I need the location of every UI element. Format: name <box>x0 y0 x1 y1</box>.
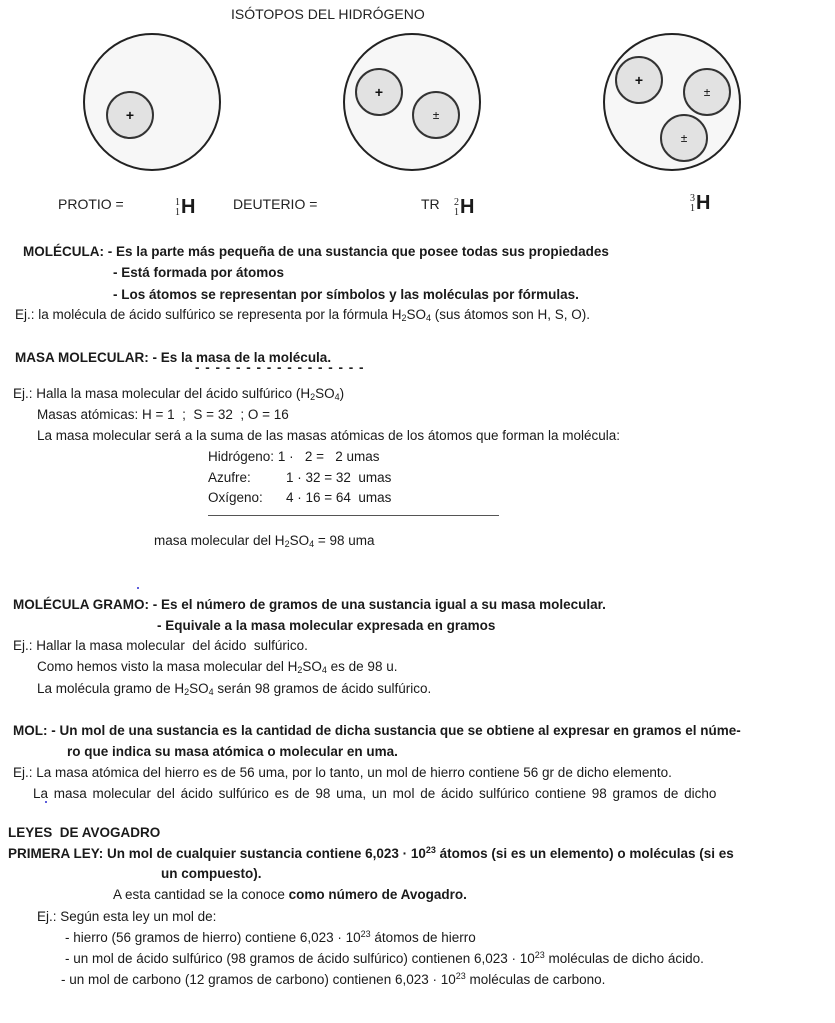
molecula-gramo-definition-1: MOLÉCULA GRAMO: - Es el número de gramos de una sustancia igual a su masa molecular. <box>13 597 606 612</box>
mol-definition-1: MOL: - Un mol de una sustancia es la cantidad de dicha sustancia que se obtiene al expresar en gramos el núme- <box>13 723 741 738</box>
molecula-heading: MOLÉCULA: <box>23 244 104 259</box>
isotope-scripts: 1 1 <box>175 196 180 218</box>
proton-nucleus: + <box>615 56 663 104</box>
avogadro-example-3: - un mol de carbono (12 gramos de carbono) contienen $6,023 \cdot 10^{23}$ moléculas de carbono. <box>61 971 606 987</box>
molecula-gramo-definition-2: - Equivale a la masa molecular expresada en gramos <box>157 618 496 633</box>
stray-mark <box>45 801 47 803</box>
molecula-gramo-heading: MOLÉCULA GRAMO: <box>13 597 149 612</box>
molecula-definition-1: MOLÉCULA: - Es la parte más pequeña de una sustancia que posee todas sus propiedades <box>23 244 609 259</box>
molecula-definition-2: - Está formada por átomos <box>113 265 285 280</box>
deuterium-symbol: 2 1H <box>454 196 475 218</box>
sum-divider <box>208 515 499 516</box>
molecula-gramo-example-3: La molécula gramo de $H_2SO_4$ serán 98 gramos de ácido sulfúrico. <box>37 681 432 697</box>
avogadro-example-2: - un mol de ácido sulfúrico (98 gramos de ácido sulfúrico) contienen $6,023 \cdot 10^{23}$ moléculas de dicho ácido. <box>65 950 704 966</box>
masa-molecular-total: masa molecular del $H_2SO_4 = 98$ uma <box>154 533 375 549</box>
molecula-example: Ej.: la molécula de ácido sulfúrico se representa por la fórmula $H_2SO_4$ (sus átomos son H, S, O). <box>15 307 591 323</box>
proton-nucleus: + <box>106 91 154 139</box>
atomic-masses: Masas atómicas: H = 1 ; S = 32 ; O = 16 <box>37 407 289 422</box>
molecula-gramo-example-1: Ej.: Hallar la masa molecular del ácido sulfúrico. <box>13 638 308 653</box>
primera-ley-line-1: PRIMERA LEY: Un mol de cualquier sustancia contiene $6,023 \cdot 10^{23}$ átomos (si es un elemento) o moléculas (si es <box>8 845 734 861</box>
calc-row-oxigeno: Oxígeno: 4 · 16 = 64 umas <box>208 490 392 505</box>
primera-ley-label: PRIMERA LEY: <box>8 846 104 861</box>
protium-atom-diagram <box>83 33 221 171</box>
mol-heading: MOL: <box>13 723 48 738</box>
stray-mark <box>137 587 139 589</box>
avogadro-example-1: - hierro (56 gramos de hierro) contiene $6,023 \cdot 10^{23}$ átomos de hierro <box>65 929 476 945</box>
deuterium-atom-diagram <box>343 33 481 171</box>
protium-symbol: 1 1H <box>175 196 196 218</box>
avogadro-heading: LEYES DE AVOGADRO <box>8 825 161 840</box>
deuterium-label: DEUTERIO = <box>233 196 318 212</box>
masa-molecular-heading: MASA MOLECULAR: <box>15 350 149 365</box>
mol-example-1: Ej.: La masa atómica del hierro es de 56 uma, por lo tanto, un mol de hierro contiene 56 gr de dicho elemento. <box>13 765 672 780</box>
mol-definition-2: ro que indica su masa atómica o molecular en uma. <box>67 744 398 759</box>
protium-label: PROTIO = <box>58 196 124 212</box>
masa-molecular-explanation: La masa molecular será a la suma de las masas atómicas de los átomos que forman la molécula: <box>37 428 621 443</box>
primera-ley-line-2: un compuesto). <box>161 866 262 881</box>
tritium-symbol: 3 1H <box>690 192 711 214</box>
tritium-label-fragment: TR <box>421 196 440 212</box>
calc-row-azufre: Azufre: 1 · 32 = 32 umas <box>208 470 392 485</box>
neutron-nucleus: ± <box>660 114 708 162</box>
page-title: ISÓTOPOS DEL HIDRÓGENO <box>231 6 425 22</box>
avogadro-example-intro: Ej.: Según esta ley un mol de: <box>37 909 217 924</box>
neutron-nucleus: ± <box>683 68 731 116</box>
tritium-atom-diagram <box>603 33 741 171</box>
clipped-text-line: - - - - - - - - - - - - - - - - - <box>195 360 365 375</box>
mol-example-2: La masa molecular del ácido sulfúrico es de 98 uma, un mol de ácido sulfúrico contiene 98 gramos de dicho <box>33 786 717 801</box>
neutron-nucleus: ± <box>412 91 460 139</box>
molecula-definition-3: - Los átomos se representan por símbolos y las moléculas por fórmulas. <box>113 287 579 302</box>
masa-molecular-definition: MASA MOLECULAR: - Es la masa de la molécula. <box>15 350 332 365</box>
avogadro-number-note: A esta cantidad se la conoce como número de Avogadro. <box>113 887 467 902</box>
masa-molecular-example: Ej.: Halla la masa molecular del ácido sulfúrico $(H_2SO_4)$ <box>13 386 345 402</box>
calc-row-hidrogeno: Hidrógeno: 1 · 2 = 2 umas <box>208 449 380 464</box>
molecula-gramo-example-2: Como hemos visto la masa molecular del $H_2SO_4$ es de 98 u. <box>37 659 398 675</box>
proton-nucleus: + <box>355 68 403 116</box>
